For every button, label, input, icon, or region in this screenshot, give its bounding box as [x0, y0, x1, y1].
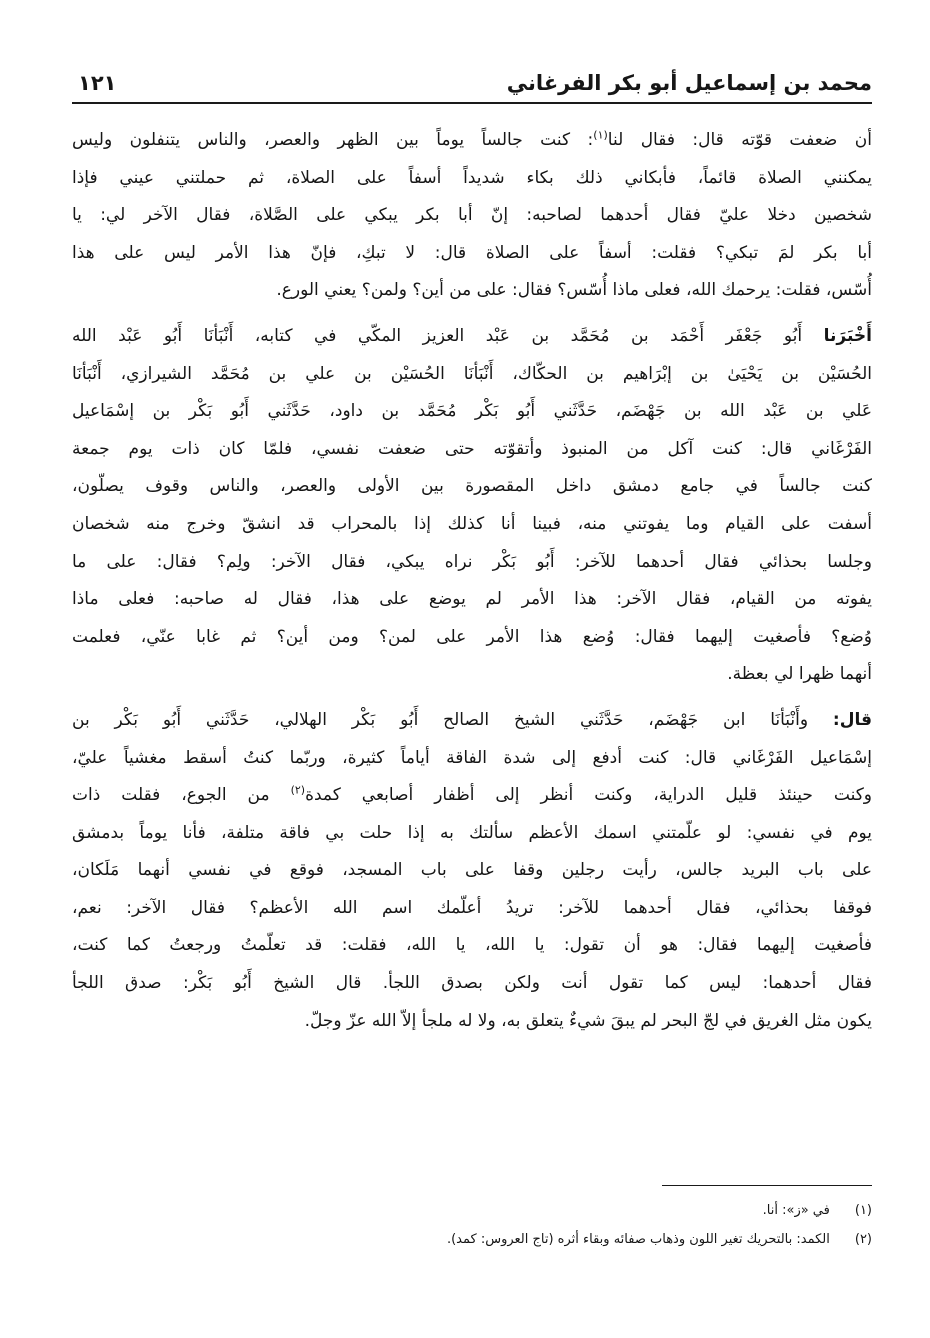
footnote-1: [72, 1196, 872, 1225]
page-number: ١٢١: [78, 71, 117, 95]
text-line: [72, 702, 872, 740]
paragraph-3: [72, 702, 872, 1040]
text-line: عَلي بن عَبْد الله بن جَهْضَم، حَدَّثَني أَبُو بَكْر مُحَمَّد بن داود، حَدَّثَني أَبُو بَكْر بن إسْمَاعيل: [72, 401, 872, 422]
footnote-number: (٢): [854, 1232, 872, 1247]
text-line: فوقفا بحذائي، فقال أحدهما للآخر: تريدُ أعلّمك اسم الله الأعظم؟ فقال الآخر: نعم،: [72, 897, 872, 918]
text-line: يكون مثل الغريق في لجّ البحر لم يبقَ شيءٌ يتعلق به، ولا له ملجأ إلاّ الله عزّ وجلّ.: [304, 1010, 872, 1031]
text-line: الفَرْغَاني قال: كنت آكل من المنبوذ وأتقوّته حتى ضعفت نفسي، فلمّا كان ذات يوم جمعة: [72, 438, 872, 459]
text-fragment: وأَنْبَأنَا ابن جَهْضَم، حَدَّثَني الشيخ الصالح أَبُو بَكْر الهلالي، حَدَّثَني أَبُو بَكْر بن: [72, 709, 833, 730]
text-line: يمكنني الصلاة قائماً، فأبكاني ذلك بكاء شديداً أسفاً على الصلاة، ثم حملتني عيني فإذا: [72, 167, 872, 188]
text-line: أبا بكر لمَ تبكي؟ فقلت: أسفاً على الصلاة قال: لا تبكِ، فإنّ هذا الأمر ليس على هذا: [72, 242, 872, 263]
body-text: [72, 122, 872, 1040]
text-line: فأصغيت إليهما فقال: هو أن تقول: يا الله، يا الله، فقلت: قد تعلّمتُ ورجعتُ كما كنت،: [72, 935, 872, 956]
footnote-text: الكمد: بالتحريك تغير اللون وذهاب صفائه وبقاء أثره (تاج العروس: كمد).: [446, 1232, 830, 1247]
footnote-number: (١): [854, 1203, 872, 1218]
footnote-marker: (١): [593, 128, 608, 142]
paragraph-lead-word: أَخْبَرَنا: [823, 325, 872, 346]
text-fragment: وكنت حينئذ قليل الدراية، وكنت أنظر إلى أظفار أصابعي كمدة: [305, 785, 873, 806]
text-fragment: أَبُو جَعْفَر أَحْمَد بن مُحَمَّد بن عَبْد العزيز المكّي في كتابه، أَنْبَأنَا أَبُو عَبْد الله: [72, 325, 824, 346]
text-line: إسْمَاعيل الفَرْغَاني قال: كنت أدفع إلى شدة الفاقة أياماً كثيرة، وربّما كنتُ أسقط مغشياً عليّ،: [72, 747, 872, 768]
text-line: أُسّس، فقلت: يرحمك الله، فعلى ماذا أُسّس؟ فقال: على من أين؟ ولمن؟ يعني الورع.: [276, 280, 872, 301]
text-line: [72, 777, 872, 815]
paragraph-2: [72, 318, 872, 694]
footnote-marker: (٢): [290, 783, 306, 797]
text-line: على باب البريد جالس، رأيت رجلين وقفا على باب المسجد، فوقع في نفسي أنهما مَلَكان،: [72, 860, 872, 881]
text-fragment: من الجوع، فقلت ذات: [72, 785, 291, 806]
footnote-text: في «ز»: أنا.: [762, 1203, 830, 1218]
footnotes: [72, 1196, 872, 1254]
text-fragment: أن ضعفت قوّته قال: فقال لنا: [607, 130, 873, 150]
running-header: [78, 54, 872, 98]
header-divider: [72, 102, 872, 104]
text-line: الحُسَيْن بن يَحْيَىٰ بن إبْرَاهيم بن الحكّاك، أَنْبَأنَا الحُسَيْن بن علي بن مُحَمَّد الشيرازي، أَنْبَأنَا: [72, 363, 872, 384]
text-line: يفوته من القيام، فقال الآخر: هذا الأمر لم يوضع على هذا، فقال له صاحبه: فعلى ماذا: [72, 589, 872, 610]
paragraph-lead-word: قال:: [832, 709, 872, 730]
paragraph-1: [72, 122, 872, 310]
text-line: يوم في نفسي: لو علّمتني اسمك الأعظم سألتك به إذا حلت بي فاقة متلفة، فأنا يوماً بدمشق: [72, 822, 872, 843]
text-line: وجلسا بحذائي فقال أحدهما للآخر: أَبُو بَكْر نراه يبكي، فقال الآخر: ولِم؟ فقال: على ما: [72, 551, 872, 572]
text-line: [72, 122, 872, 160]
text-line: شخصين دخلا عليّ فقال أحدهما لصاحبه: إنّ أبا بكر يبكي على الصَّلاة، فقال الآخر لي: يا: [72, 205, 872, 226]
footnote-divider: [662, 1185, 872, 1186]
text-line: أسفت على القيام وما يفوتني منه، فبينا أنا كذلك إذا بالمحراب قد انشقّ وخرج منه شخصان: [72, 513, 872, 534]
footnote-2: [72, 1225, 872, 1254]
text-line: فقال أحدهما: ليس كما تقول أنت ولكن بصدق اللجأ. قال الشيخ أَبُو بَكْر: صدق اللجأ: [72, 973, 872, 994]
text-fragment: : كنت جالساً يوماً بين الظهر والعصر، والناس يتنفلون وليس: [72, 130, 594, 150]
text-line: أنهما ظهرا لي بعظة.: [727, 664, 872, 685]
text-line: كنت جالساً في جامع دمشق داخل المقصورة بين الأولى والعصر، والناس وقوف يصلّون،: [72, 476, 872, 497]
text-line: [72, 318, 872, 356]
text-line: وُضع؟ فأصغيت إليهما فقال: وُضع هذا الأمر على لمن؟ ومن أين؟ ثم غابا عنّي، فعلمت: [72, 626, 872, 647]
running-title: محمد بن إسماعيل أبو بكر الفرغاني: [506, 71, 872, 95]
